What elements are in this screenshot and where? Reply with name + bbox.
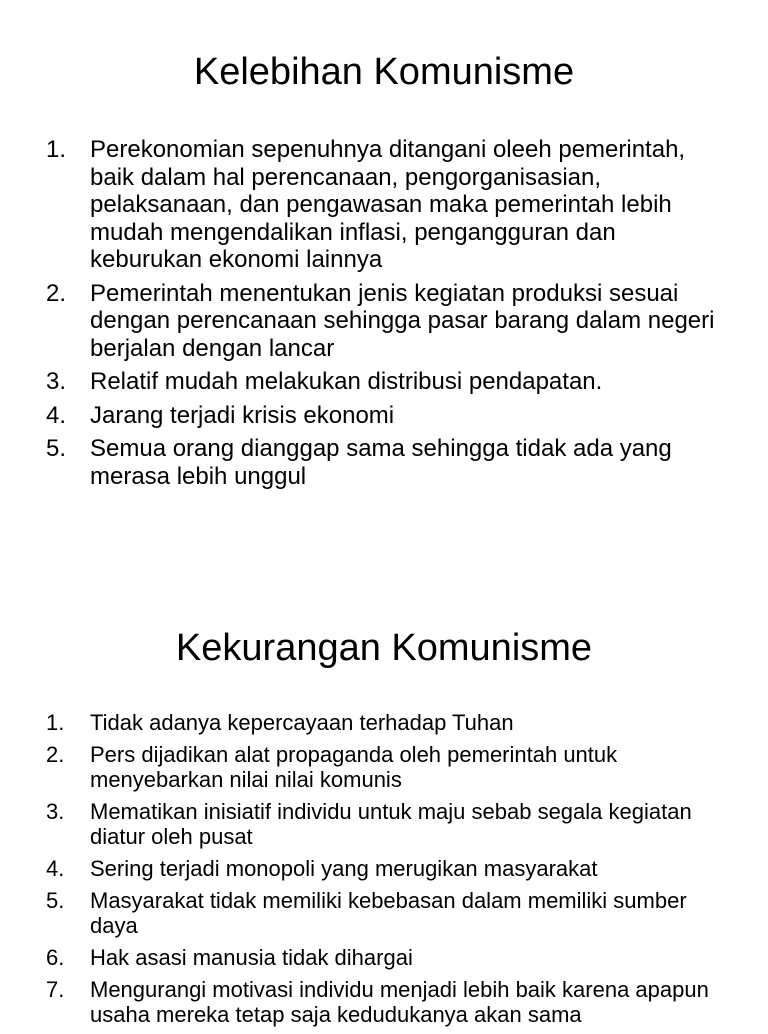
list-number: 6. — [46, 945, 65, 970]
list-item — [0, 742, 768, 792]
list-item-text: Semua orang dianggap sama sehingga tidak ada yang merasa lebih unggul — [90, 435, 672, 490]
list-item-text: Mengurangi motivasi individu menjadi lebih baik karena apapun usaha mereka tetap saja kedudukanya akan sama — [90, 977, 709, 1027]
list-item-text: Perekonomian sepenuhnya ditangani oleeh pemerintah, baik dalam hal perencanaan, pengorganisasian, pelaksanaan, dan pengawasan maka pemerintah lebih mudah mengendalikan inflasi, pengangguran dan keburukan ekonomi lainnya — [90, 136, 686, 273]
list-item-text: Sering terjadi monopoli yang merugikan masyarakat — [90, 856, 598, 881]
list-number: 4. — [46, 401, 67, 429]
slide-kekurangan — [0, 560, 768, 1027]
list-number: 5. — [46, 435, 67, 462]
list-item — [0, 435, 768, 490]
disadvantages-list — [0, 710, 768, 1034]
list-number: 2. — [46, 742, 65, 767]
list-number: 7. — [46, 977, 65, 1002]
slide-title: Kelebihan Komunisme — [193, 51, 575, 93]
list-item-text: Tidak adanya kepercayaan terhadap Tuhan — [90, 710, 514, 735]
list-item-text: Mematikan inisiatif individu untuk maju sebab segala kegiatan diatur oleh pusat — [90, 799, 692, 849]
list-item — [0, 856, 768, 881]
list-number: 3. — [46, 799, 65, 824]
list-item — [0, 136, 768, 274]
list-number: 5. — [46, 888, 65, 913]
list-number: 4. — [46, 856, 65, 881]
list-number: 1. — [46, 136, 67, 163]
list-item — [0, 280, 768, 363]
list-item — [0, 402, 768, 430]
list-item — [0, 799, 768, 849]
slide-title: Kekurangan Komunisme — [175, 627, 593, 669]
list-item — [0, 945, 768, 970]
list-number: 1. — [46, 710, 65, 735]
list-item — [0, 368, 768, 396]
list-item-text: Pers dijadikan alat propaganda oleh pemerintah untuk menyebarkan nilai nilai komunis — [90, 742, 618, 792]
list-item — [0, 710, 768, 735]
list-item-text: Jarang terjadi krisis ekonomi — [90, 401, 395, 429]
list-item-text: Relatif mudah melakukan distribusi pendapatan. — [90, 368, 603, 395]
list-number: 3. — [46, 368, 67, 395]
list-item — [0, 977, 768, 1027]
list-item-text: Masyarakat tidak memiliki kebebasan dalam memiliki sumber daya — [90, 888, 687, 938]
list-item-text: Pemerintah menentukan jenis kegiatan produksi sesuai dengan perencanaan sehingga pasar barang dalam negeri berjalan dengan lancar — [90, 279, 715, 362]
list-item — [0, 888, 768, 938]
list-number: 2. — [46, 279, 67, 307]
list-item-text: Hak asasi manusia tidak dihargai — [90, 945, 413, 970]
advantages-list — [0, 136, 768, 496]
